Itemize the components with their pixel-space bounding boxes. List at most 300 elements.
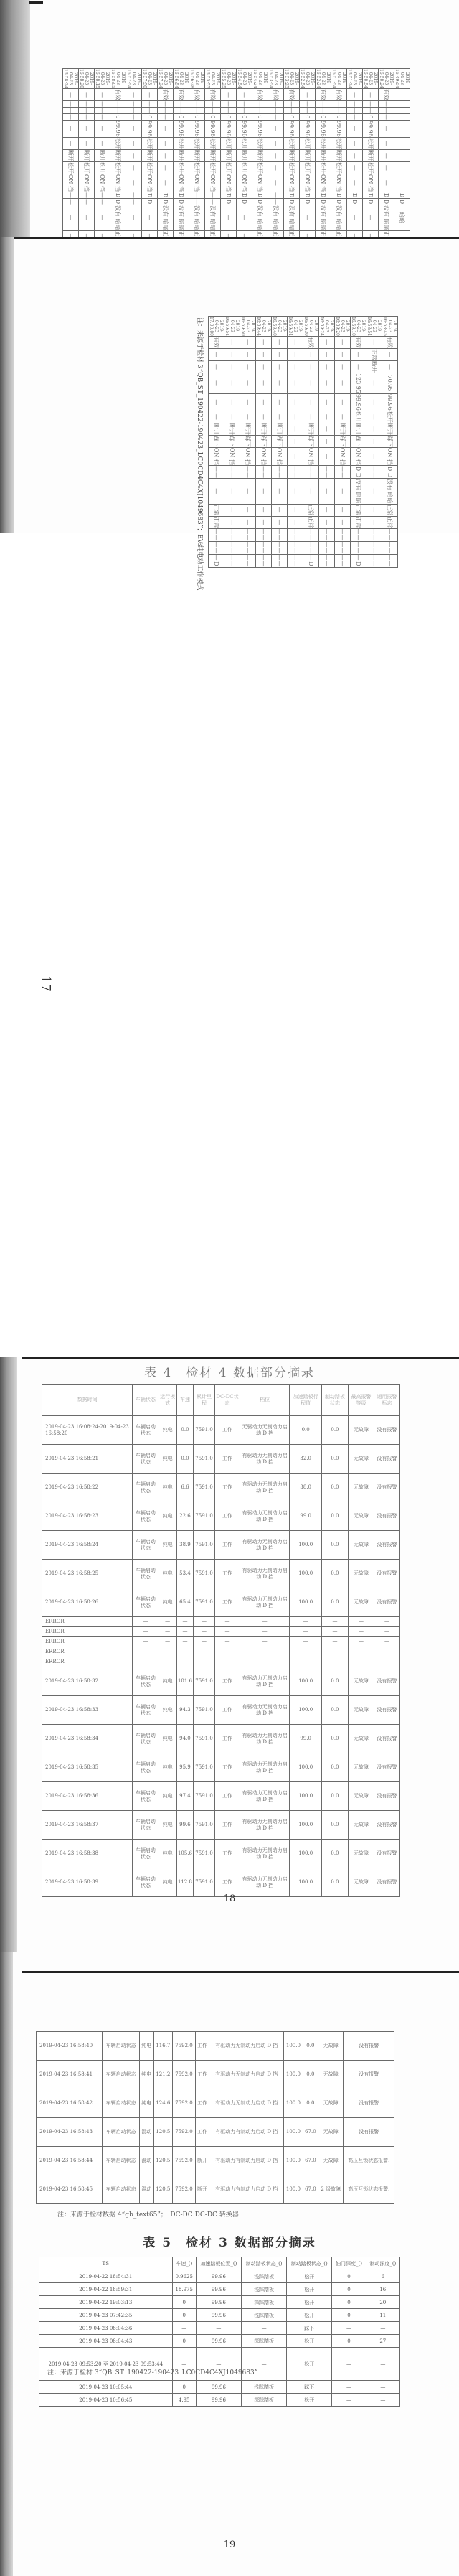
table-cell: 0 <box>172 2335 196 2348</box>
table-cell: 断开 <box>284 149 300 161</box>
table-cell: 2019-04-23 16:59:20 <box>335 317 350 336</box>
table-cell: 断开 <box>382 423 398 435</box>
table-cell: — <box>158 107 174 113</box>
table-cell: — <box>79 137 95 149</box>
table-cell: 没有 暗暗 <box>174 205 189 230</box>
table-cell: — <box>272 411 288 423</box>
table-cell: — <box>224 554 240 561</box>
table-cell: 112.8 <box>176 1868 193 1897</box>
table-cell: 0.0 <box>321 1725 348 1753</box>
table-cell: — <box>268 113 284 120</box>
table-5-note: 注：来源于检材 3“QB_ST_190422-190423_LC0CD4C4XJ1049683” <box>47 2369 258 2376</box>
table-cell: — <box>256 360 272 373</box>
table-cell: D <box>363 192 379 198</box>
table-cell: 断开 <box>63 149 79 161</box>
table-cell: 有驱动力无制动力启动 D 挡 <box>240 1667 289 1696</box>
table-cell: 2019-04-23 16:59:10 <box>351 317 366 336</box>
table-cell: 7591.0 <box>193 1588 214 1617</box>
table-cell: 6.6 <box>176 1474 193 1502</box>
table-cell: — <box>319 373 335 393</box>
table-cell: 断开 <box>300 149 316 161</box>
header-row <box>42 1385 400 1416</box>
table-cell: 没有报警 <box>374 1696 399 1725</box>
table-cell: D <box>142 192 158 198</box>
table-cell: 7591.0 <box>193 1531 214 1560</box>
table-cell: — <box>215 1627 240 1637</box>
table-cell: — <box>288 435 303 447</box>
table-row <box>42 1868 400 1897</box>
table-row <box>42 1667 400 1696</box>
table-cell: 松开 <box>300 137 316 149</box>
table-cell: — <box>382 548 398 554</box>
table-cell: 0 <box>172 2381 196 2394</box>
table-cell: D <box>347 198 363 205</box>
table-cell: — <box>79 205 95 230</box>
table-cell: — <box>366 465 382 472</box>
page-number: 18 <box>223 1893 236 1904</box>
table-cell: — <box>256 504 272 516</box>
table-cell: ERROR <box>42 1657 133 1667</box>
table-cell: 2019-04-23 16:57:24 <box>158 69 173 88</box>
table-cell: 正常 <box>366 348 382 360</box>
table-cell: 2019-04-23 16:58:41 <box>37 2061 103 2089</box>
table-cell: — <box>189 100 205 107</box>
table-cell: — <box>224 535 240 541</box>
table-row <box>39 2322 400 2335</box>
table-cell: — <box>240 465 256 472</box>
table-cell: ON 挡 <box>272 447 288 465</box>
table-cell: 无故障 <box>348 1782 374 1811</box>
table-cell: 有驱动力无制动力启动 D 挡 <box>240 1696 289 1725</box>
table-cell: 浅踩踏板 <box>242 2283 287 2296</box>
table-cell: 车辆启动状态 <box>103 2175 140 2204</box>
table-cell: 松开 <box>110 137 126 149</box>
table-cell: 7592.0 <box>173 2175 196 2204</box>
table-cell: — <box>272 528 288 535</box>
table-cell: 4.95 <box>172 2394 196 2407</box>
table-cell: — <box>335 348 351 360</box>
table-cell: D <box>158 192 174 198</box>
table-cell: — <box>240 535 256 541</box>
table-cell: 没有 暗暗 <box>110 205 126 230</box>
table-cell: — <box>288 528 303 535</box>
table-cell: — <box>303 393 319 411</box>
table-cell: — <box>363 100 379 107</box>
table-cell: 纯电 <box>158 1474 177 1502</box>
table-cell: 没有报警 <box>374 1560 399 1588</box>
table-cell: 正常 <box>382 516 398 528</box>
error-row <box>42 1637 400 1647</box>
table-cell: — <box>335 561 351 567</box>
table-cell: 121.2 <box>153 2061 173 2089</box>
table-cell: — <box>158 1647 177 1657</box>
table-cell: 无故障 <box>348 1868 374 1897</box>
table-cell: 没有报警 <box>374 1868 399 1897</box>
table-cell: 7591.0 <box>193 1502 214 1531</box>
table-cell: — <box>348 1647 374 1657</box>
table-cell: 120.5 <box>153 2118 173 2147</box>
table-cell: 2019-04-23 16:56:54 <box>174 69 189 88</box>
table-cell: — <box>288 465 303 472</box>
table-cell: 0.0 <box>321 1560 348 1588</box>
table-cell: 纯电 <box>158 1725 177 1753</box>
table-cell: 38.9 <box>176 1531 193 1560</box>
table-cell: ERROR <box>42 1647 133 1657</box>
table-cell: 2019-04-23 16:58:33 <box>42 1696 133 1725</box>
table-row <box>42 1474 400 1502</box>
table-cell: — <box>205 107 221 113</box>
table-cell: 99.6 <box>176 1811 193 1840</box>
table-cell: 纯电 <box>140 2032 154 2061</box>
table-cell: 松开 <box>63 161 79 174</box>
table-cell: — <box>348 1627 374 1637</box>
table-cell: — <box>95 120 110 137</box>
table-cell: 正常 <box>351 504 366 516</box>
table-cell: 工作 <box>215 1667 240 1696</box>
table-cell: 松开 <box>142 161 158 174</box>
table-cell: 深踩踏板 <box>242 2296 287 2309</box>
table-cell: — <box>382 535 398 541</box>
table-cell: 纯电 <box>158 1840 177 1868</box>
table-cell: — <box>268 198 284 205</box>
table-cell: — <box>363 205 379 230</box>
table-cell: D <box>284 192 300 198</box>
table-cell: ON 挡 <box>221 174 237 192</box>
table-cell: — <box>240 541 256 548</box>
table-cell: 松开 <box>287 2283 332 2296</box>
table-cell: 松开 <box>95 161 110 174</box>
table-cell: 2019-04-23 08:04:36 <box>39 2322 173 2335</box>
table-cell: 2019-04-23 16:58:39 <box>42 1868 133 1897</box>
table-cell: 踩下 <box>272 435 288 447</box>
table-cell: 2019-04-23 16:58:54 <box>366 317 382 336</box>
table-cell: — <box>319 478 335 504</box>
table-cell: 断开 <box>240 423 256 435</box>
table-cell: 2019-04-23 16:52:24 <box>316 69 331 88</box>
table-cell: 纯电 <box>158 1445 177 1474</box>
table-cell: — <box>242 2322 287 2335</box>
table-cell: 踩下 <box>287 2322 332 2335</box>
table-cell: — <box>321 1637 348 1647</box>
table-cell: 工作 <box>215 1502 240 1531</box>
table-cell: 断开 <box>335 423 351 435</box>
table-cell: 没有报警 <box>374 1725 399 1753</box>
table-cell: 0.0 <box>321 1474 348 1502</box>
table-cell: 0.0 <box>303 2061 318 2089</box>
table-cell: 0.0 <box>321 1667 348 1696</box>
table-cell: 没有报警 <box>374 1782 399 1811</box>
table-cell: — <box>240 411 256 423</box>
table-cell: — <box>347 88 363 100</box>
table-cell: — <box>319 548 335 554</box>
table-cell: 工作 <box>195 2089 209 2118</box>
table-cell: — <box>335 472 351 478</box>
table-cell: 2019-04-22 18:59:31 <box>39 2283 173 2296</box>
table-cell: — <box>303 348 319 360</box>
table-cell: — <box>319 423 335 435</box>
table-cell: 踩下 <box>335 435 351 447</box>
table-cell: 2019-04-23 16:59:44 <box>256 317 271 336</box>
table-cell: — <box>240 528 256 535</box>
table-cell: — <box>347 107 363 113</box>
table-cell: 99.96 <box>196 2309 241 2322</box>
error-row <box>42 1657 400 1667</box>
table-row <box>42 1445 400 1474</box>
table-cell: 断开 <box>366 360 382 373</box>
table-cell: D <box>379 198 394 205</box>
table-cell: — <box>335 554 351 561</box>
table-row <box>272 317 288 568</box>
table-cell: — <box>335 360 351 373</box>
table-cell: — <box>321 1657 348 1667</box>
table-cell: 无故障 <box>348 1667 374 1696</box>
table-cell: ON 挡 <box>224 447 240 465</box>
table-cell: 0 <box>363 113 379 120</box>
table-cell: 99.96 <box>196 2335 241 2348</box>
table-cell: — <box>374 1647 399 1657</box>
table-cell: — <box>240 516 256 528</box>
table-cell: 2019-04-23 16:08:24-2019-04-23 16:58:20 <box>42 1416 133 1445</box>
table-cell: 没有报警 <box>374 1667 399 1696</box>
table-cell: — <box>303 548 319 554</box>
table-cell: — <box>189 198 205 205</box>
table-cell: 松开 <box>316 137 331 149</box>
table-cell: ON 挡 <box>95 174 110 192</box>
table-cell: 有效 <box>252 88 268 100</box>
table-cell: 有效 <box>110 88 126 100</box>
table-cell: 2019-04-23 16:58:05 <box>110 69 126 88</box>
table-cell: 无故障 <box>348 1502 374 1531</box>
table-cell: — <box>209 548 224 554</box>
table-cell: — <box>133 1627 158 1637</box>
table-cell: 2019-04-23 16:58:23 <box>42 1502 133 1531</box>
table-cell: — <box>382 561 398 567</box>
table-cell: 断开 <box>331 149 347 161</box>
table-cell <box>394 88 410 100</box>
table-cell: — <box>158 1657 177 1667</box>
table-cell: 断开 <box>195 2175 209 2204</box>
table-cell: 2019-04-23 16:58:40 <box>37 2032 103 2061</box>
table-cell: 纯电 <box>140 2061 154 2089</box>
table-cell: — <box>95 137 110 149</box>
table-cell: — <box>256 478 272 504</box>
table-cell: — <box>382 348 398 360</box>
table-cell: — <box>288 478 303 504</box>
table-cell: — <box>272 336 288 348</box>
table-cell: 0.0 <box>321 1868 348 1897</box>
table-cell: 没有报警 <box>344 2061 394 2089</box>
table-cell: — <box>95 113 110 120</box>
table-cell: 99.96 <box>363 120 379 137</box>
table-cell: 纯电 <box>158 1588 177 1617</box>
table-cell: 断开 <box>142 149 158 161</box>
table-cell: D <box>221 192 237 198</box>
table-cell: 踩下 <box>240 435 256 447</box>
table-cell: 2019-04-23 16:55:25 <box>221 69 236 88</box>
table-cell: — <box>366 423 382 435</box>
table-cell: 2019-04-23 16:58:20 <box>79 69 94 88</box>
table-cell: 无故障 <box>318 2147 344 2175</box>
scan-edge <box>0 1357 17 1952</box>
table-cell: 纯电 <box>158 1753 177 1782</box>
table-cell: 车辆启动状态 <box>103 2032 140 2061</box>
table-cell: — <box>209 528 224 535</box>
table-cell: 2019-04-23 17:00:00 <box>209 317 224 336</box>
table-row <box>39 2296 400 2309</box>
table-cell: 有驱动力无制动力启动 D 挡 <box>240 1588 289 1617</box>
table-cell: 100.0 <box>284 2175 303 2204</box>
table-cell: 99.96 <box>351 393 366 411</box>
table-cell: D <box>363 198 379 205</box>
table-cell: 车辆启动状态 <box>133 1560 158 1588</box>
table-cell: — <box>224 360 240 373</box>
table-row <box>42 1696 400 1725</box>
table-cell: — <box>126 137 142 149</box>
table-cell: — <box>174 107 189 113</box>
table-cell: — <box>158 174 174 192</box>
table-cell: — <box>300 88 316 100</box>
table-cell: — <box>288 423 303 435</box>
table-cell: — <box>63 198 79 205</box>
table-cell: 没有报警 <box>374 1416 399 1445</box>
table-cell: 有效 <box>303 336 319 348</box>
table-cell: 2019-04-23 16:55:55 <box>205 69 220 88</box>
table-cell: 有驱动力无制动力启动 D 挡 <box>240 1560 289 1588</box>
table-cell: — <box>63 107 79 113</box>
table-cell: ERROR <box>42 1627 133 1637</box>
table-cell: 0 <box>110 113 126 120</box>
table-cell: — <box>321 1617 348 1627</box>
table-cell: 有驱动力无制动力启动 D 挡 <box>240 1474 289 1502</box>
table-cell: — <box>319 535 335 541</box>
table-cell: 0 <box>332 2335 366 2348</box>
table-cell: 正常 <box>209 516 224 528</box>
table-cell: — <box>268 161 284 174</box>
table-cell: 正常 <box>303 504 319 516</box>
table-cell: 124.6 <box>153 2089 173 2118</box>
table-cell: 没有报警 <box>374 1753 399 1782</box>
table-cell: 松开 <box>189 161 205 174</box>
table-cell: 100.0 <box>290 1811 322 1840</box>
table-cell: — <box>215 1617 240 1627</box>
table-cell <box>394 149 410 161</box>
table-cell: — <box>224 336 240 348</box>
table-cell: — <box>319 472 335 478</box>
table-cell: — <box>351 360 366 373</box>
table-cell: — <box>158 113 174 120</box>
table-cell: — <box>256 393 272 411</box>
table-cell: 工作 <box>195 2061 209 2089</box>
table-cell: — <box>240 1617 289 1627</box>
table-cell: 松开 <box>79 161 95 174</box>
table-cell: ON 挡 <box>252 174 268 192</box>
table-cell: — <box>172 2322 196 2335</box>
table-cell: 22.6 <box>176 1502 193 1531</box>
table-cell: 纯电 <box>158 1811 177 1840</box>
table-cell: 99.96 <box>196 2296 241 2309</box>
table-cell: — <box>209 360 224 373</box>
table-cell: D <box>351 465 366 472</box>
table-cell: 2019-04-23 16:51:54 <box>331 69 346 88</box>
table-cell: 2019-04-23 16:51:24 <box>347 69 362 88</box>
table-cell: 断开 <box>272 423 288 435</box>
table-cell: — <box>221 100 237 107</box>
column-header: 制动踏板状态_() <box>287 2257 332 2270</box>
table-cell: — <box>205 198 221 205</box>
table-cell: — <box>240 478 256 504</box>
table-cell: 7591.0 <box>193 1725 214 1753</box>
column-header: 制动踏板状态_() <box>242 2257 287 2270</box>
table-cell: 2019-04-23 10:05:44 <box>39 2381 173 2394</box>
table-cell: 无驱动力无制动力启动 D 挡 <box>240 1416 289 1445</box>
table-cell: — <box>303 535 319 541</box>
table-cell: — <box>272 472 288 478</box>
table-cell: 松开 <box>382 411 398 423</box>
table-cell <box>394 161 410 174</box>
table-cell: — <box>379 161 394 174</box>
table-cell: 没有 暗暗 <box>268 205 284 230</box>
table-cell: 有效 <box>382 336 398 348</box>
table-cell: 0 <box>237 113 252 120</box>
table-cell: D <box>158 198 174 205</box>
table-cell: D <box>110 198 126 205</box>
table-cell: — <box>366 447 382 465</box>
table-cell: 120.5 <box>153 2147 173 2175</box>
table-cell: 工作 <box>215 1474 240 1502</box>
table-cell: 67.0 <box>303 2118 318 2147</box>
table-cell: 0.0 <box>303 2089 318 2118</box>
table-cell: — <box>256 336 272 348</box>
table-cell: — <box>288 554 303 561</box>
table-cell: — <box>379 107 394 113</box>
table-cell: — <box>303 554 319 561</box>
table-cell: 没有报警 <box>374 1811 399 1840</box>
table-cell: 0.0 <box>176 1416 193 1445</box>
table-cell: — <box>379 137 394 149</box>
table-cell: D <box>252 198 268 205</box>
table-cell: 0 <box>284 113 300 120</box>
table-cell: — <box>215 1637 240 1647</box>
table-cell: — <box>348 1637 374 1647</box>
table-cell: — <box>319 561 335 567</box>
table-cell: — <box>158 1627 177 1637</box>
table-cell: — <box>335 373 351 393</box>
table-row <box>240 317 256 568</box>
table-cell: 无故障 <box>348 1696 374 1725</box>
table-cell: — <box>176 1617 193 1627</box>
table-cell: — <box>351 348 366 360</box>
table-cell: 车辆启动状态 <box>133 1588 158 1617</box>
table-cell: 2019-04-23 16:58:15 <box>95 69 110 88</box>
scan-edge <box>0 1952 13 2576</box>
table-cell: 99.0 <box>290 1725 322 1753</box>
table-cell: — <box>63 192 79 198</box>
table-row <box>42 1725 400 1753</box>
table-cell: — <box>347 205 363 230</box>
table-5 <box>39 2257 400 2407</box>
table-cell <box>394 137 410 149</box>
table-cell: — <box>256 548 272 554</box>
table-cell: 2019-04-22 19:03:13 <box>39 2296 173 2309</box>
table-cell: 无故障 <box>318 2061 344 2089</box>
page-top-border <box>29 1 43 4</box>
table-cell: 100.0 <box>290 1696 322 1725</box>
table-cell: 车辆启动状态 <box>133 1445 158 1474</box>
table-cell: — <box>335 478 351 504</box>
table-cell: 105.6 <box>176 1840 193 1868</box>
page-17 <box>0 237 459 591</box>
table-cell: — <box>319 435 335 447</box>
